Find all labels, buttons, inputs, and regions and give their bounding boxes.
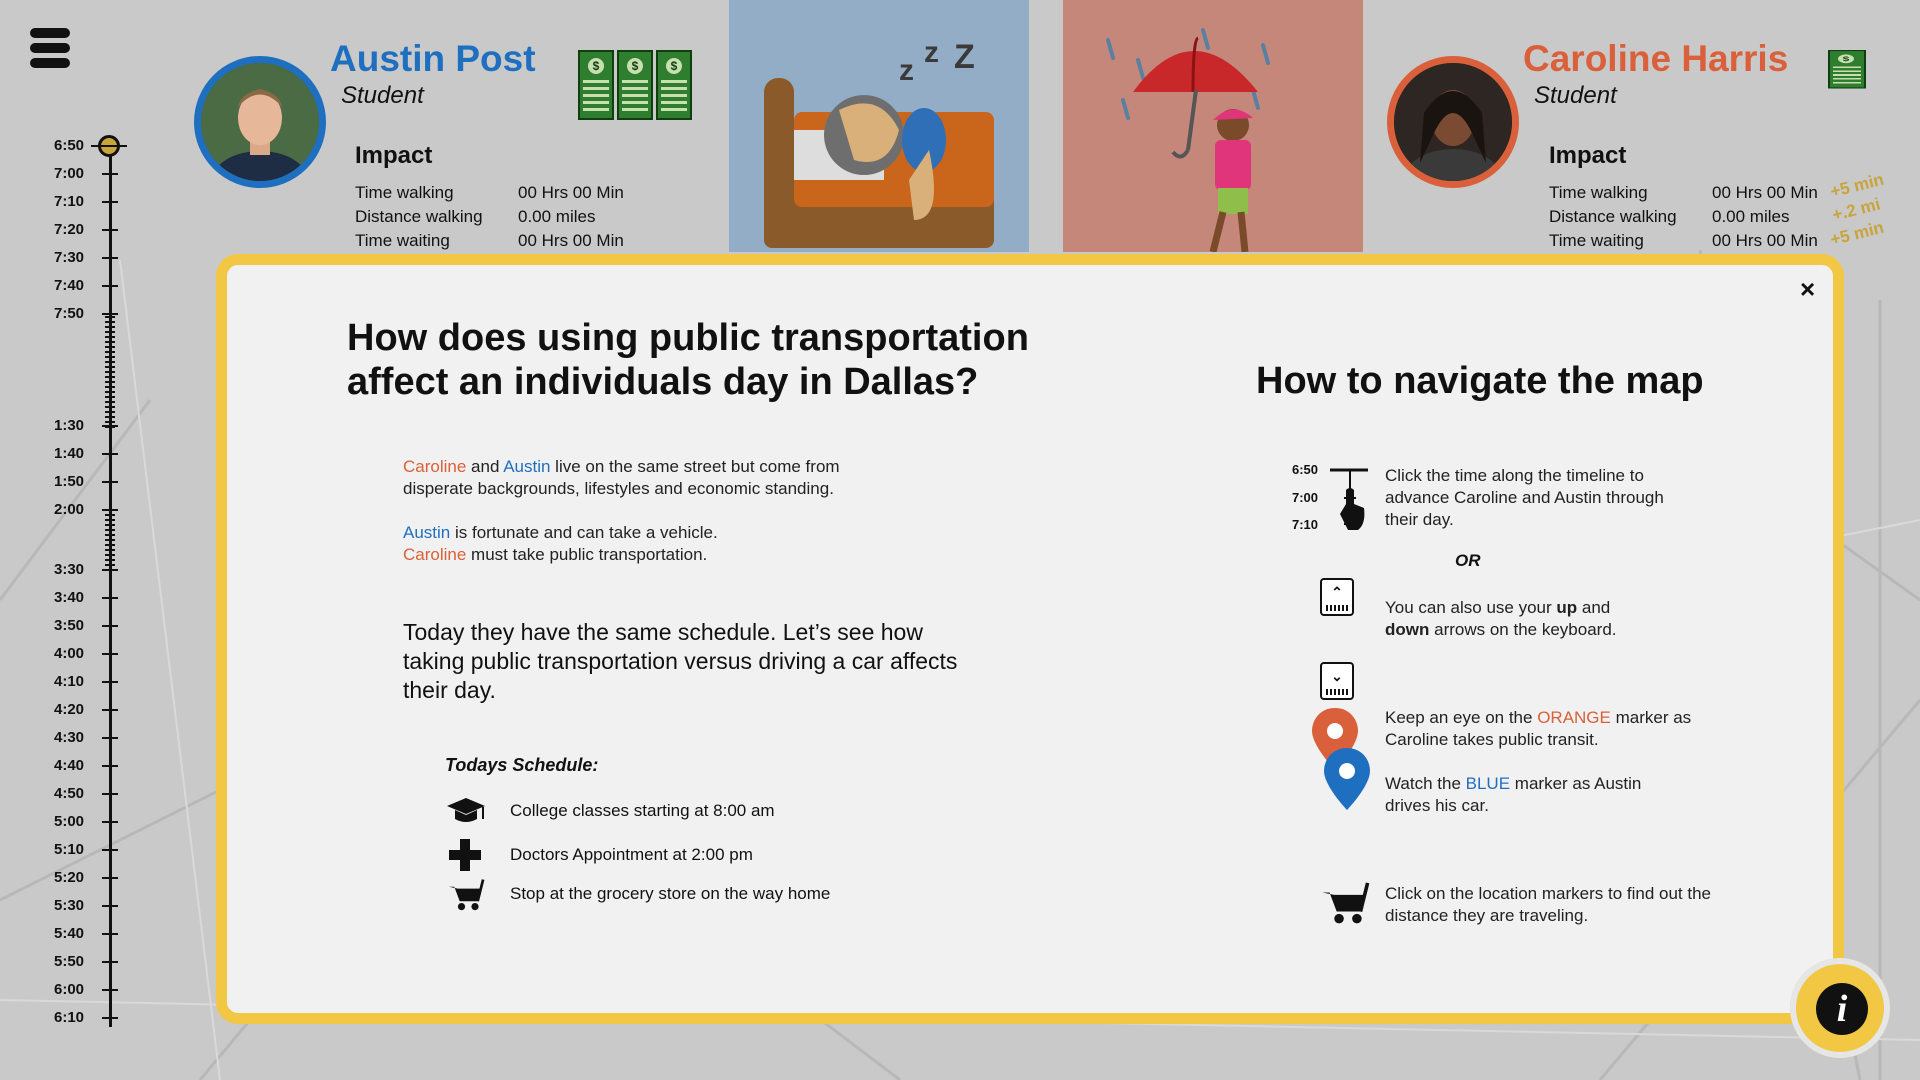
timeline-tick-mark	[102, 793, 118, 795]
timeline-time-label[interactable]: 5:50	[54, 953, 85, 970]
timeline-tick[interactable]	[0, 304, 140, 324]
impact-delta: +5 min	[1828, 217, 1886, 250]
timeline-time-label[interactable]: 4:20	[54, 701, 85, 718]
austin-role: Student	[341, 82, 424, 109]
timeline-tick-mark	[102, 453, 118, 455]
timeline-tick[interactable]	[0, 416, 140, 436]
schedule-text: Doctors Appointment at 2:00 pm	[510, 845, 753, 864]
timeline-time-label[interactable]: 4:30	[54, 729, 85, 746]
close-icon[interactable]: ×	[1800, 274, 1816, 304]
timeline-tick-mark	[102, 849, 118, 851]
timeline-tick-mark	[102, 961, 118, 963]
timeline-time-label[interactable]: 1:40	[54, 445, 85, 462]
blue-marker-icon	[1322, 746, 1372, 812]
demo-time: 6:50	[1292, 462, 1319, 477]
impact-label: Time waiting	[1549, 231, 1644, 250]
timeline-tick[interactable]	[0, 700, 140, 720]
timeline-tick-mark	[102, 481, 118, 483]
timeline-time-label[interactable]: 5:40	[54, 925, 85, 942]
timeline-tick[interactable]	[0, 952, 140, 972]
timeline-tick-mark	[102, 625, 118, 627]
caroline-ref: Caroline	[403, 457, 467, 476]
timeline-tick-mark	[102, 821, 118, 823]
marker-text: marker as Caroline takes public transit.	[1385, 708, 1692, 749]
timeline-tick[interactable]	[0, 472, 140, 492]
rain-umbrella-illustration	[1063, 0, 1363, 252]
timeline-tick[interactable]	[0, 812, 140, 832]
graduation-cap-icon	[445, 793, 487, 829]
timeline-tick[interactable]	[0, 728, 140, 748]
timeline-tick[interactable]	[0, 1008, 140, 1028]
timeline-tick-mark	[102, 877, 118, 879]
timeline-tick[interactable]	[0, 896, 140, 916]
timeline-tick-mark	[102, 737, 118, 739]
navigate-title: How to navigate the map	[1256, 360, 1704, 402]
timeline-tick[interactable]	[0, 616, 140, 636]
timeline-time-label[interactable]: 6:50	[54, 137, 85, 154]
timeline-tick-mark	[102, 765, 118, 767]
intro-text: must take public transportation.	[466, 545, 708, 564]
timeline-tick[interactable]	[0, 924, 140, 944]
timeline-tick[interactable]	[0, 840, 140, 860]
timeline-tick-mark	[102, 509, 118, 511]
info-button[interactable]	[1790, 958, 1890, 1058]
timeline-tick[interactable]	[0, 192, 140, 212]
timeline	[0, 0, 160, 1080]
timeline-tick[interactable]	[0, 220, 140, 240]
timeline-tick-mark	[102, 1017, 118, 1019]
timeline-tick[interactable]	[0, 756, 140, 776]
timeline-tick[interactable]	[0, 980, 140, 1000]
impact-value: 00 Hrs 00 Min	[518, 231, 624, 250]
or-label: OR	[1455, 551, 1481, 570]
timeline-time-label[interactable]: 3:40	[54, 589, 85, 606]
timeline-time-label[interactable]: 5:00	[54, 813, 85, 830]
timeline-tick-mark	[102, 681, 118, 683]
timeline-tick-mark	[102, 905, 118, 907]
austin-impact-title: Impact	[355, 142, 433, 169]
impact-delta: +.2 mi	[1830, 194, 1883, 225]
timeline-demo-icon	[1290, 460, 1370, 540]
schedule-title: Todays Schedule:	[445, 755, 599, 775]
impact-value: 00 Hrs 00 Min	[518, 183, 624, 202]
timeline-tick-mark	[102, 229, 118, 231]
impact-label: Time walking	[355, 183, 454, 202]
medical-cross-icon	[445, 837, 487, 873]
marker-text: Keep an eye on the	[1385, 708, 1538, 727]
timeline-tick-mark	[102, 313, 118, 315]
impact-value: 0.00 miles	[518, 207, 596, 226]
timeline-time-label[interactable]: 6:00	[54, 981, 85, 998]
caroline-impact-title: Impact	[1549, 142, 1627, 169]
cart-instructions: Click on the location markers to find out the distance they are traveling.	[1385, 884, 1711, 925]
orange-marker-instructions	[1385, 707, 1715, 751]
timeline-time-label[interactable]: 3:30	[54, 561, 85, 578]
shopping-cart-icon	[445, 876, 487, 912]
timeline-gap	[105, 316, 115, 428]
svg-text:z: z	[924, 36, 939, 69]
up-arrow-key-icon: ⌃	[1320, 578, 1354, 616]
marker-text: Watch the	[1385, 774, 1466, 793]
schedule-item	[445, 876, 965, 912]
keys-text: arrows on the keyboard.	[1429, 620, 1617, 639]
caroline-impact-table	[1549, 181, 1818, 253]
timeline-tick-mark	[102, 285, 118, 287]
schedule-text: Stop at the grocery store on the way home	[510, 884, 831, 903]
timeline-tick-mark	[102, 201, 118, 203]
timeline-time-label[interactable]: 2:00	[54, 501, 85, 518]
impact-value: 00 Hrs 00 Min	[1712, 231, 1818, 250]
impact-label: Distance walking	[1549, 207, 1677, 226]
keys-up: up	[1556, 598, 1578, 617]
timeline-time-label[interactable]: 7:30	[54, 249, 85, 266]
click-instructions: Click the time along the timeline to advance Caroline and Austin through their day.	[1385, 466, 1664, 529]
demo-time: 7:00	[1292, 490, 1319, 505]
schedule-item	[445, 793, 965, 829]
svg-text:z: z	[899, 54, 914, 87]
timeline-time-label[interactable]: 7:40	[54, 277, 85, 294]
impact-label: Time waiting	[355, 231, 450, 250]
timeline-tick[interactable]	[0, 672, 140, 692]
timeline-tick[interactable]	[0, 248, 140, 268]
timeline-tick-mark	[102, 989, 118, 991]
timeline-tick-mark	[102, 425, 118, 427]
caroline-money-icon	[1828, 50, 1866, 89]
vehicle-paragraph	[403, 522, 903, 566]
blue-word: BLUE	[1465, 774, 1511, 793]
caroline-avatar	[1387, 56, 1519, 188]
timeline-tick[interactable]	[0, 560, 140, 580]
timeline-tick-mark	[102, 653, 118, 655]
blue-marker-instructions	[1385, 773, 1685, 817]
impact-value: 00 Hrs 00 Min	[1712, 183, 1818, 202]
timeline-tick[interactable]	[0, 500, 140, 520]
austin-money-icon	[578, 50, 692, 120]
demo-time: 7:10	[1292, 517, 1319, 532]
timeline-tick[interactable]	[0, 784, 140, 804]
austin-avatar	[194, 56, 326, 188]
timeline-time-label[interactable]: 3:50	[54, 617, 85, 634]
timeline-tick[interactable]	[0, 444, 140, 464]
timeline-time-label[interactable]: 7:00	[54, 165, 85, 182]
timeline-time-label[interactable]: 6:10	[54, 1009, 85, 1026]
impact-value: 0.00 miles	[1712, 207, 1790, 226]
timeline-tick[interactable]	[0, 868, 140, 888]
down-arrow-key-icon: ⌄	[1320, 662, 1354, 700]
timeline-tick-mark	[102, 709, 118, 711]
timeline-tick-mark	[102, 597, 118, 599]
timeline-tick[interactable]	[0, 164, 140, 184]
timeline-time-label[interactable]: 4:10	[54, 673, 85, 690]
austin-ref: Austin	[403, 523, 451, 542]
austin-name: Austin Post	[330, 38, 536, 79]
impact-label: Time walking	[1549, 183, 1648, 202]
keys-down: down	[1385, 620, 1430, 639]
timeline-time-label[interactable]: 1:30	[54, 417, 85, 434]
timeline-tick[interactable]	[0, 276, 140, 296]
timeline-current-marker[interactable]	[98, 135, 120, 157]
timeline-time-label[interactable]: 7:20	[54, 221, 85, 238]
caroline-role: Student	[1534, 82, 1617, 109]
shopping-cart-icon	[1320, 878, 1370, 926]
intro-text: and	[466, 457, 504, 476]
intro-paragraph	[403, 456, 903, 500]
sleeping-illustration	[729, 0, 1029, 252]
timeline-time-label[interactable]: 4:00	[54, 645, 85, 662]
timeline-tick[interactable]	[0, 588, 140, 608]
impact-delta: +5 min	[1828, 169, 1886, 202]
schedule-item	[445, 837, 965, 873]
timeline-time-label[interactable]: 7:10	[54, 193, 85, 210]
timeline-tick-mark	[102, 173, 118, 175]
timeline-tick-mark	[102, 257, 118, 259]
timeline-time-label[interactable]: 4:40	[54, 757, 85, 774]
timeline-tick-mark	[102, 569, 118, 571]
timeline-time-label[interactable]: 5:30	[54, 897, 85, 914]
caroline-ref: Caroline	[403, 545, 467, 564]
timeline-time-label[interactable]: 1:50	[54, 473, 85, 490]
schedule-text: College classes starting at 8:00 am	[510, 801, 775, 820]
modal-title: How does using public transportation affect an individuals day in Dallas?	[347, 317, 1029, 403]
timeline-tick[interactable]	[0, 644, 140, 664]
impact-label: Distance walking	[355, 207, 483, 226]
schedule-intro: Today they have the same schedule. Let’s see how taking public transportation versus driving a car affects their day.	[403, 619, 958, 703]
austin-impact-table	[355, 181, 624, 253]
keys-text: and	[1577, 598, 1611, 617]
timeline-time-label[interactable]: 5:10	[54, 841, 85, 858]
austin-ref: Austin	[503, 457, 551, 476]
orange-word: ORANGE	[1537, 708, 1611, 727]
intro-text: live on the same street but come from disperate backgrounds, lifestyles and economic standing.	[403, 457, 840, 498]
keyboard-instructions	[1385, 597, 1655, 641]
timeline-time-label[interactable]: 7:50	[54, 305, 85, 322]
intro-text: is fortunate and can take a vehicle.	[450, 523, 718, 542]
info-icon: i	[1816, 983, 1868, 1035]
timeline-time-label[interactable]: 5:20	[54, 869, 85, 886]
keys-text: You can also use your	[1385, 598, 1557, 617]
svg-text:Z: Z	[954, 38, 975, 76]
caroline-name: Caroline Harris	[1523, 38, 1789, 79]
timeline-tick-mark	[102, 933, 118, 935]
marker-text: marker as Austin drives his car.	[1385, 774, 1642, 815]
timeline-time-label[interactable]: 4:50	[54, 785, 85, 802]
